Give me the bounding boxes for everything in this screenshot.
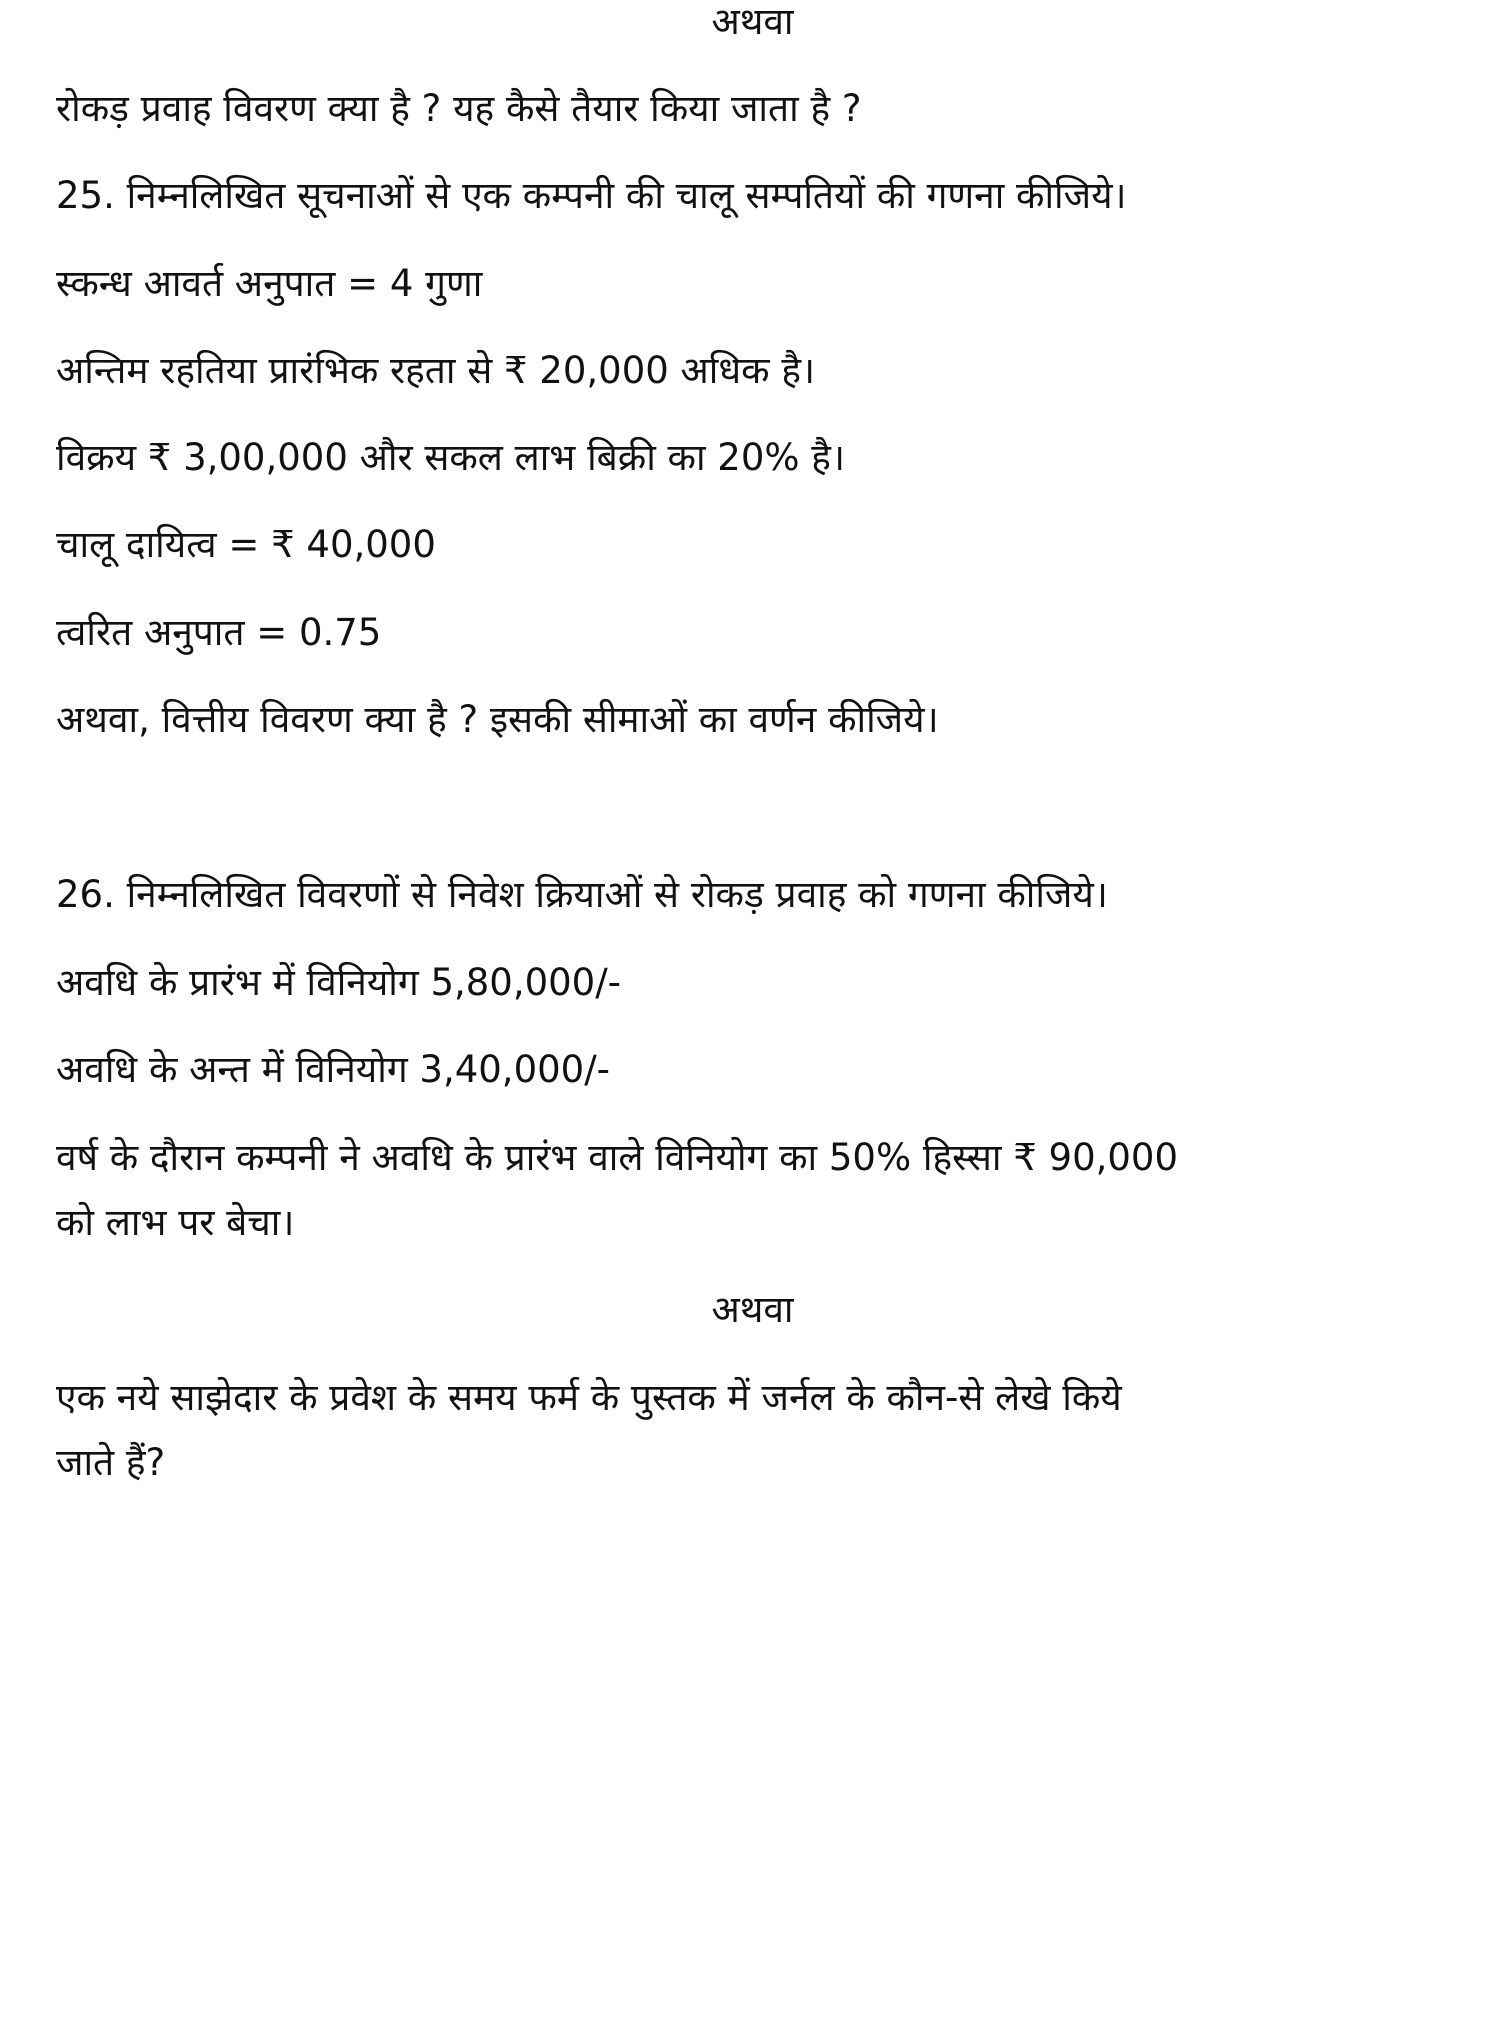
question-26-alternative-cont: जाते हैं? bbox=[56, 1441, 166, 1484]
q25-sales: विक्रय ₹ 3,00,000 और सकल लाभ बिक्री का 20% है। bbox=[56, 436, 845, 479]
question-26: 26. निम्नलिखित विवरणों से निवेश क्रियाओं से रोकड़ प्रवाह को गणना कीजिये। bbox=[56, 873, 1108, 916]
q26-sale-detail: वर्ष के दौरान कम्पनी ने अवधि के प्रारंभ वाले विनियोग का 50% हिस्सा ₹ 90,000 bbox=[56, 1136, 1178, 1179]
question-25: 25. निम्नलिखित सूचनाओं से एक कम्पनी की चालू सम्पतियों की गणना कीजिये। bbox=[56, 174, 1127, 217]
q25-quick-ratio: त्वरित अनुपात = 0.75 bbox=[56, 611, 382, 654]
q25-current-liabilities: चालू दायित्व = ₹ 40,000 bbox=[56, 523, 436, 566]
q26-sale-detail-cont: को लाभ पर बेचा। bbox=[56, 1201, 295, 1244]
q25-stock-turnover: स्कन्ध आवर्त अनुपात = 4 गुणा bbox=[56, 262, 483, 305]
question-25-alternative: अथवा, वित्तीय विवरण क्या है ? इसकी सीमाओं का वर्णन कीजिये। bbox=[56, 698, 939, 741]
q26-opening-investment: अवधि के प्रारंभ में विनियोग 5,80,000/- bbox=[56, 961, 622, 1004]
question-26-alternative: एक नये साझेदार के प्रवेश के समय फर्म के पुस्तक में जर्नल के कौन-से लेखे किये bbox=[56, 1376, 1122, 1419]
question-24-alternative: रोकड़ प्रवाह विवरण क्या है ? यह कैसे तैयार किया जाता है ? bbox=[56, 87, 862, 130]
athva-heading: अथवा bbox=[711, 0, 794, 43]
q25-closing-stock: अन्तिम रहतिया प्रारंभिक रहता से ₹ 20,000 अधिक है। bbox=[56, 349, 815, 392]
athva-heading-2: अथवा bbox=[711, 1288, 794, 1331]
q26-closing-investment: अवधि के अन्त में विनियोग 3,40,000/- bbox=[56, 1048, 611, 1091]
